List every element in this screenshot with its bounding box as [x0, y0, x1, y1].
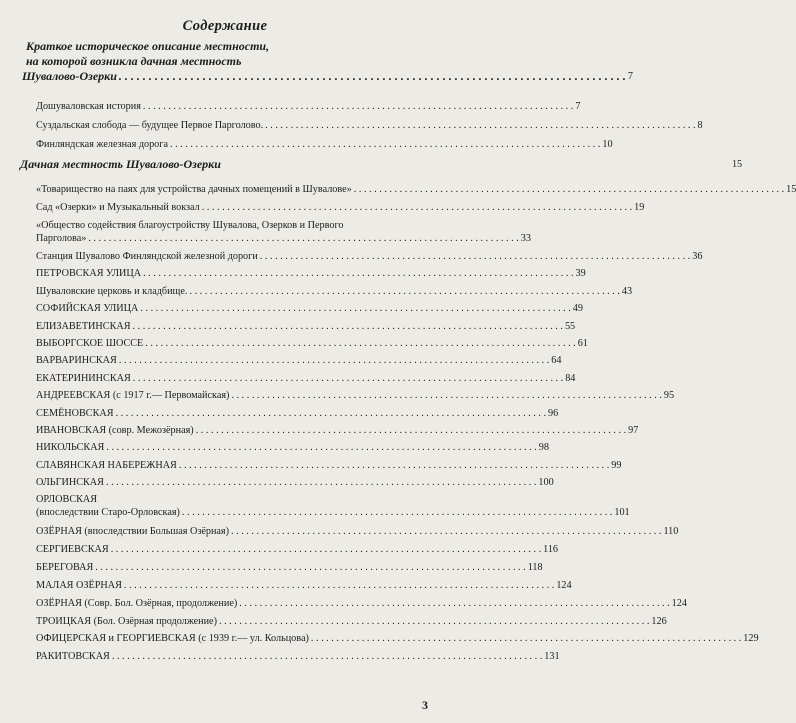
toc-entry-page: 124	[671, 597, 687, 609]
toc-entry	[36, 597, 687, 610]
toc-entry-page: 116	[543, 543, 559, 555]
dot-leader	[202, 201, 632, 214]
toc-entry-page: 33	[520, 233, 531, 244]
toc-entry-page: 131	[544, 651, 560, 663]
dot-leader	[170, 138, 600, 151]
page-number: 3	[422, 698, 428, 712]
toc-entry	[36, 561, 543, 574]
toc-entry-label: НИКОЛЬСКАЯ	[36, 442, 105, 454]
section-1-heading-line: на которой возникла дачная местность	[26, 54, 242, 68]
toc-entry	[36, 459, 622, 472]
dot-leader	[182, 506, 612, 519]
toc-entry	[36, 267, 586, 280]
toc-entry	[36, 579, 572, 592]
toc-entry-label: ТРОИЦКАЯ (Бол. Озёрная продолжение)	[36, 615, 217, 627]
dot-leader	[354, 183, 784, 196]
toc-entry	[36, 285, 633, 298]
dot-leader	[88, 232, 518, 245]
dot-leader	[116, 407, 546, 420]
section-1-heading-line: Краткое историческое описание местности,	[26, 39, 270, 53]
toc-entry-page: 15	[786, 184, 796, 195]
toc-entry-page: 49	[572, 303, 583, 315]
dot-leader	[124, 579, 554, 592]
toc-entry	[36, 138, 613, 151]
toc-entry-label: ОФИЦЕРСКАЯ и ГЕОРГИЕВСКАЯ (с 1939 г.— ул. Кольцова)	[36, 633, 309, 645]
dot-leader	[133, 372, 563, 385]
dot-leader	[219, 615, 649, 628]
toc-entry-page: 110	[663, 526, 679, 537]
toc-entry-label: ВАРВАРИНСКАЯ	[36, 355, 117, 367]
toc-entry-page: 61	[577, 338, 588, 349]
toc-entry-label: «Товарищество на паях для устройства дачных помещений в Шувалове»	[36, 184, 352, 195]
toc-entry-page: 98	[538, 442, 549, 454]
toc-entry	[36, 250, 703, 263]
toc-entry-page: 96	[547, 407, 559, 419]
toc-entry	[36, 632, 759, 645]
toc-entry	[36, 119, 703, 132]
dot-leader	[111, 543, 541, 556]
toc-entry	[36, 337, 588, 350]
toc-entry-label: СОФИЙСКАЯ УЛИЦА	[36, 303, 139, 315]
toc-entry	[36, 372, 576, 385]
toc-entry	[36, 407, 559, 420]
dot-leader	[143, 100, 573, 113]
toc-entry-page: 55	[564, 320, 576, 332]
section-1-heading-last-row	[22, 69, 633, 84]
toc-entry-label: БЕРЕГОВАЯ	[36, 561, 94, 573]
toc-entry-label: АНДРЕЕВСКАЯ (с 1917 г.— Первомайская)	[36, 390, 230, 402]
dot-leader	[112, 650, 542, 663]
toc-entry-page: 99	[611, 459, 622, 471]
page-title: Содержание	[182, 18, 268, 34]
toc-entry-label: ОЛЬГИНСКАЯ	[36, 477, 104, 489]
toc-entry-label: ВЫБОРГСКОЕ ШОССЕ	[36, 338, 144, 349]
dot-leader	[106, 441, 536, 454]
toc-entry-page: 10	[602, 139, 613, 150]
dot-leader	[143, 267, 573, 280]
toc-entry	[36, 232, 531, 245]
dot-leader	[95, 561, 525, 574]
toc-entry-label: ИВАНОВСКАЯ (совр. Межозёрная)	[36, 425, 194, 436]
dot-leader	[239, 597, 669, 610]
toc-entry	[36, 389, 675, 402]
toc-entry-page: 8	[697, 120, 703, 131]
toc-entry-label: ЕКАТЕРИНИНСКАЯ	[36, 372, 131, 384]
toc-entry-page: 101	[614, 507, 630, 518]
section-2-heading: Дачная местность Шувалово-Озерки	[20, 157, 221, 171]
dot-leader	[145, 337, 575, 350]
toc-entry-label: МАЛАЯ ОЗЁРНАЯ	[36, 579, 122, 591]
section-1-heading	[22, 39, 432, 69]
dot-leader	[231, 389, 661, 402]
toc-entry	[36, 506, 630, 519]
toc-entry-label: СЛАВЯНСКАЯ НАБЕРЕЖНАЯ	[36, 459, 177, 471]
toc-entry	[36, 100, 581, 113]
toc-entry	[36, 441, 549, 454]
toc-entry-label: Дошуваловская история	[36, 101, 141, 112]
toc-entry-page: 129	[743, 633, 759, 645]
section-2-heading-row	[20, 157, 743, 172]
toc-entry-label: ПЕТРОВСКАЯ УЛИЦА	[36, 268, 142, 280]
toc-entry-page: 97	[628, 425, 639, 436]
toc-entry-page: 100	[538, 477, 554, 489]
toc-entry	[36, 650, 560, 663]
dot-leader	[196, 424, 626, 437]
toc-entry-label: Шуваловские церковь и кладбище.	[36, 285, 188, 297]
toc-entry	[36, 354, 562, 367]
toc-entry-page: 124	[556, 579, 572, 591]
toc-entry-page: 64	[551, 355, 562, 367]
dot-leader	[140, 302, 570, 315]
toc-entry	[36, 424, 639, 437]
dot-leader	[119, 354, 549, 367]
toc-entry-label: СЕМЁНОВСКАЯ	[36, 407, 114, 419]
dot-leader	[106, 476, 536, 489]
dot-leader	[311, 632, 741, 645]
toc-entry-label: ОЗЁРНАЯ (впоследствии Большая Озёрная)	[36, 526, 230, 537]
toc-entry-page: 95	[663, 390, 675, 402]
toc-entry	[36, 183, 796, 196]
toc-entry	[36, 525, 679, 538]
dot-leader	[133, 320, 563, 333]
toc-entry-page: 7	[575, 101, 581, 112]
toc-entry	[36, 302, 583, 315]
toc-entry	[36, 476, 554, 489]
toc-entry	[36, 543, 559, 556]
section-2-page: 15	[731, 159, 743, 170]
toc-entry	[36, 320, 576, 333]
dot-leader	[260, 250, 690, 263]
toc-entry-page: 39	[575, 268, 586, 280]
toc-entry-label: СЕРГИЕВСКАЯ	[36, 543, 109, 555]
toc-entry-page: 43	[621, 285, 633, 297]
section-1-heading-line: Шувалово-Озерки	[22, 69, 117, 83]
dot-leader	[231, 525, 661, 538]
toc-entry-label: ЕЛИЗАВЕТИНСКАЯ	[36, 320, 131, 332]
toc-entry-label: (впоследствии Старо-Орловская)	[36, 507, 180, 518]
dot-leader	[179, 459, 609, 472]
toc-entry-page: 126	[651, 615, 667, 627]
toc-entry-page: 36	[692, 251, 703, 262]
toc-entry-line: «Общество содействия благоустройству Шувалова, Озерков и Первого	[36, 220, 344, 231]
toc-entry-label: Суздальская слобода — будущее Первое Парголово.	[36, 120, 264, 131]
dot-leader	[265, 119, 695, 132]
toc-entry-label: Сад «Озерки» и Музыкальный вокзал	[36, 202, 200, 213]
toc-entry-label: РАКИТОВСКАЯ	[36, 651, 110, 663]
section-1-page: 7	[627, 71, 633, 82]
toc-entry-label: ОЗЁРНАЯ (Совр. Бол. Озёрная, продолжение)	[36, 597, 238, 609]
toc-entry-label: Парголова»	[36, 233, 87, 244]
toc-entry-line: ОРЛОВСКАЯ	[36, 494, 98, 505]
toc-entry-label: Финляндская железная дорога	[36, 139, 168, 150]
dot-leader	[189, 285, 619, 298]
toc-entry-page: 84	[565, 372, 576, 384]
toc-entry-page: 19	[634, 202, 645, 213]
toc-entry-label: Станция Шувалово Финляндской железной дороги	[36, 251, 258, 262]
toc-entry	[36, 201, 645, 214]
toc-entry	[36, 615, 667, 628]
toc-entry-page: 118	[527, 561, 543, 573]
dot-leader	[119, 69, 626, 84]
